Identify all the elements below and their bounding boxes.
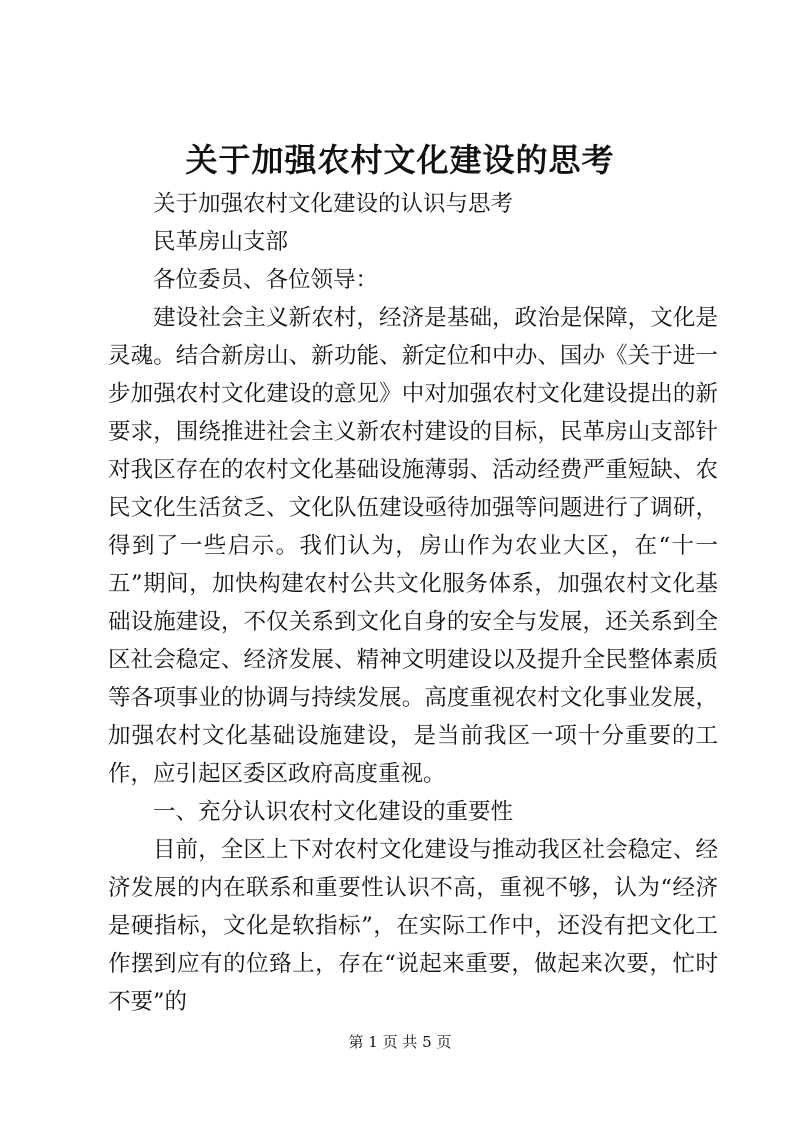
- page-footer: 第 1 页 共 5 页: [348, 1033, 452, 1051]
- section-heading: 一、充分认识农村文化建设的重要性: [153, 799, 514, 825]
- document-body: [108, 185, 718, 1021]
- body-paragraph: 目前，全区上下对农村文化建设与推动我区社会稳定、经济发展的内在联系和重要性认识不高，重视不够，认为“经济是硬指标，文化是软指标”，在实际工作中，还没有把文化工作摆到应有的位臵上，存在“说起来重要，做起来次要，忙时不要”的: [108, 837, 718, 1015]
- body-paragraph: 建设社会主义新农村，经济是基础，政治是保障，文化是灵魂。结合新房山、新功能、新定位和中办、国办《关于进一步加强农村文化建设的意见》中对加强农村文化建设提出的新要求，围绕推进社会主义新农村建设的目标，民革房山支部针对我区存在的农村文化基础设施薄弱、活动经费严重短缺、农民文化生活贫乏、文化队伍建设亟待加强等问题进行了调研，得到了一些启示。我们认为，房山作为农业大区，在“十一五”期间，加快构建农村公共文化服务体系，加强农村文化基础设施建设，不仅关系到文化自身的安全与发展，还关系到全区社会稳定、经济发展、精神文明建设以及提升全民整体素质等各项事业的协调与持续发展。高度重视农村文化事业发展，加强农村文化基础设施建设，是当前我区一项十分重要的工作，应引起区委区政府高度重视。: [108, 305, 718, 787]
- document-title: 关于加强农村文化建设的思考: [185, 141, 615, 179]
- salutation: 各位委员、各位领导：: [153, 267, 379, 293]
- author: 民革房山支部: [153, 229, 289, 255]
- subtitle: 关于加强农村文化建设的认识与思考: [153, 191, 514, 217]
